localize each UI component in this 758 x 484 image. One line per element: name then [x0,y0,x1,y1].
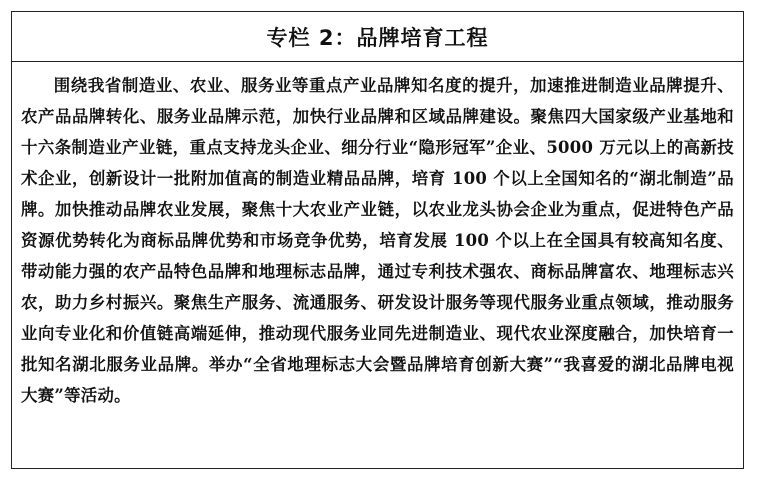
column-paragraph: 围绕我省制造业、农业、服务业等重点产业品牌知名度的提升，加速推进制造业品牌提升、农产品品牌转化、服务业品牌示范，加快行业品牌和区域品牌建设。聚焦四大国家级产业基地和十六条制造业产业链，重点支持龙头企业、细分行业“隐形冠军”企业、5000 万元以上的高新技术企业，创新设计一批附加值高的制造业精品品牌，培育 100 个以上全国知名的“湖北制造”品牌。加快推动品牌农业发展，聚焦十大农业产业链，以农业龙头协会企业为重点，促进特色产品资源优势转化为商标品牌优势和市场竞争优势，培育发展 100 个以上在全国具有较高知名度、带动能力强的农产品特色品牌和地理标志品牌，通过专利技术强农、商标品牌富农、地理标志兴农，助力乡村振兴。聚焦生产服务、流通服务、研发设计服务等现代服务业重点领域，推动服务业向专业化和价值链高端延伸，推动现代服务业同先进制造业、现代农业深度融合，加快培育一批知名湖北服务业品牌。举办“全省地理标志大会暨品牌培育创新大赛”“我喜爱的湖北品牌电视大赛”等活动。 [21,76,734,405]
column-body [12,62,743,411]
column-box [11,11,744,469]
column-title: 专栏 2：品牌培育工程 [266,25,489,50]
column-header [12,12,743,62]
